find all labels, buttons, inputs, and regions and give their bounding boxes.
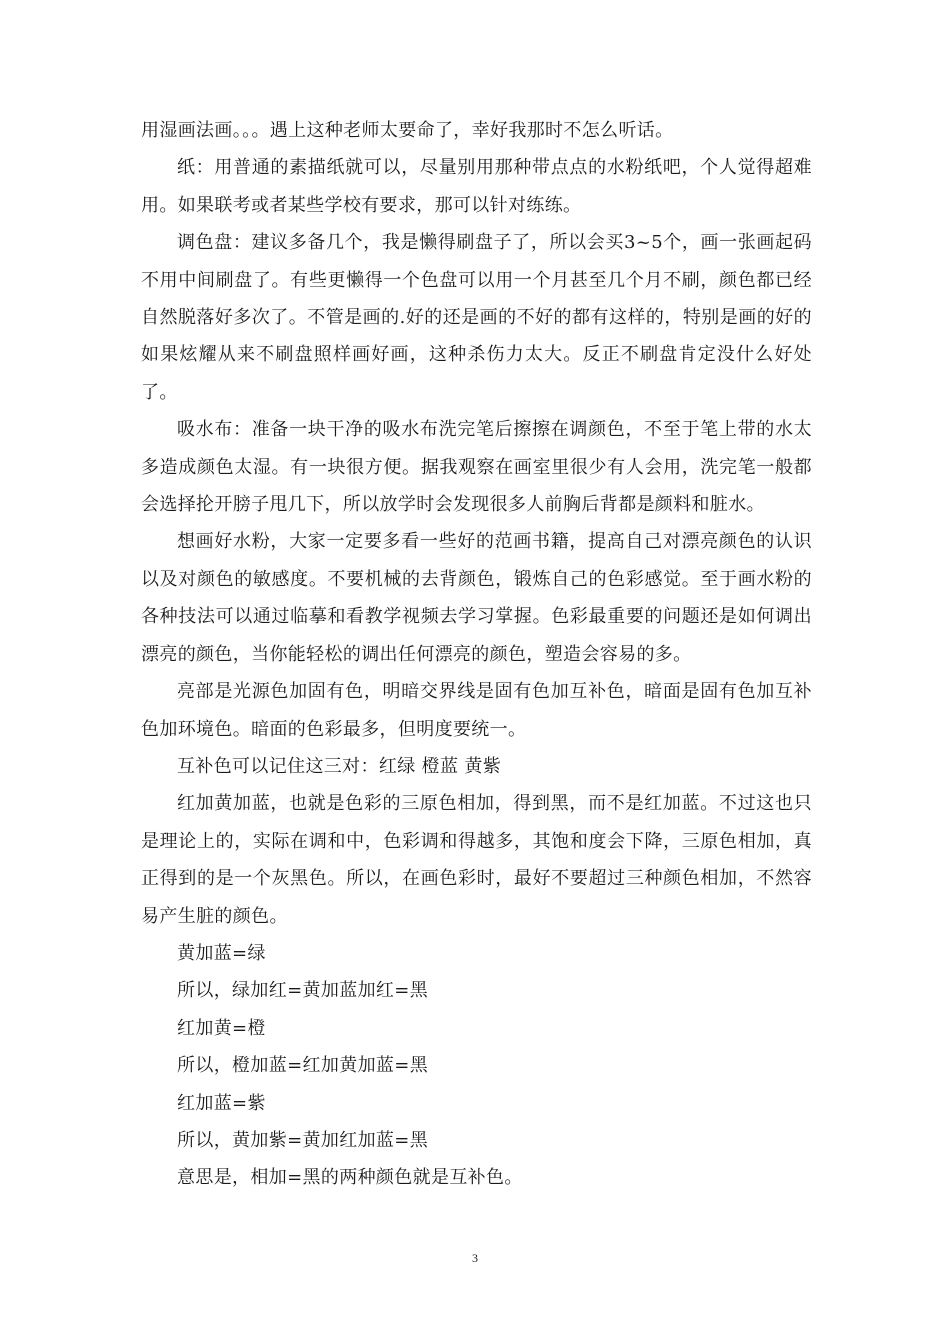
paragraph: 所以，黄加紫=黄加红加蓝=黑 [177,1129,429,1151]
paragraph: 所以，橙加蓝=红加黄加蓝=黑 [177,1055,429,1077]
paragraph: 调色盘：建议多备几个，我是懒得刷盘子了，所以会买3~5个，画一张画起码不用中间刷盘了。有些更懒得一个色盘可以用一个月甚至几个月不刷，颜色都已经自然脱落好多次了。不管是画的.好的还是画的不好的都有这样的，特别是画的好的如果炫耀从来不刷盘照样画好画，这种杀伤力太大。反正不刷盘肯定没什么好处了。 [141,232,812,403]
paragraph: 红加黄=橙 [177,1017,266,1039]
paragraph: 纸：用普通的素描纸就可以，尽量别用那种带点点的水粉纸吧，个人觉得超难用。如果联考或者某些学校有要求，那可以针对练练。 [141,157,812,216]
paragraph: 亮部是光源色加固有色，明暗交界线是固有色加互补色，暗面是固有色加互补色加环境色。暗面的色彩最多，但明度要统一。 [141,681,812,740]
paragraph: 所以，绿加红=黄加蓝加红=黑 [177,980,429,1002]
paragraph: 红加蓝=紫 [177,1092,266,1114]
paragraph: 黄加蓝=绿 [177,942,266,964]
paragraph: 想画好水粉，大家一定要多看一些好的范画书籍，提高自己对漂亮颜色的认识以及对颜色的敏感度。不要机械的去背颜色，锻炼自己的色彩感觉。至于画水粉的各种技法可以通过临摹和看教学视频去学习掌握。色彩最重要的问题还是如何调出漂亮的颜色，当你能轻松的调出任何漂亮的颜色，塑造会容易的多。 [141,531,812,665]
paragraph: 互补色可以记住这三对：红绿 橙蓝 黄紫 [177,755,502,777]
document-body [141,112,812,1197]
paragraph: 意思是，相加=黑的两种颜色就是互补色。 [177,1167,523,1189]
paragraph: 吸水布：准备一块干净的吸水布洗完笔后擦擦在调颜色，不至于笔上带的水太多造成颜色太湿。有一块很方便。据我观察在画室里很少有人会用，洗完笔一般都会选择抡开膀子甩几下，所以放学时会发现很多人前胸后背都是颜料和脏水。 [141,419,812,516]
page-number: 3 [472,1251,478,1265]
paragraph: 红加黄加蓝，也就是色彩的三原色相加，得到黑，而不是红加蓝。不过这也只是理论上的，实际在调和中，色彩调和得越多，其饱和度会下降，三原色相加，真正得到的是一个灰黑色。所以，在画色彩时，最好不要超过三种颜色相加，不然容易产生脏的颜色。 [141,793,812,927]
paragraph: 用湿画法画。。。遇上这种老师太要命了，幸好我那时不怎么听话。 [141,120,674,141]
